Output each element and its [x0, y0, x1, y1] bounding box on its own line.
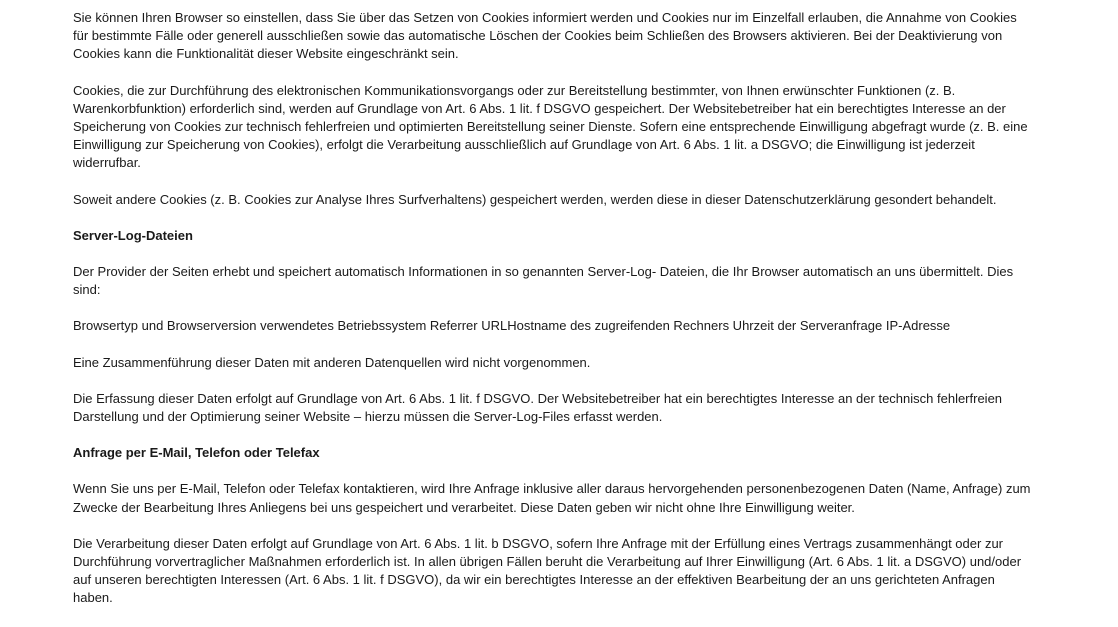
paragraph-no-merging: Eine Zusammenführung dieser Daten mit anderen Datenquellen wird nicht vorgenommen. [73, 354, 591, 370]
document-page [73, 9, 1033, 626]
paragraph-contact-processing: Wenn Sie uns per E-Mail, Telefon oder Telefax kontaktieren, wird Ihre Anfrage inklusive aller daraus hervorgehenden personenbezogenen Daten (Name, Anfrage) zum Zwecke der Bearbeitung Ihres Anliegens bei uns gespeichert und verarbeitet. Diese Daten geben wir nicht ohne Ihre Einwilligung weiter. [73, 481, 1031, 515]
paragraph-server-log-intro: Der Provider der Seiten erhebt und speichert automatisch Informationen in so genannten Server-Log- Dateien, die Ihr Browser automatisch an uns übermittelt. Dies sind: [73, 264, 1014, 298]
paragraph-cookie-settings: Sie können Ihren Browser so einstellen, dass Sie über das Setzen von Cookies informiert werden und Cookies nur im Einzelfall erlauben, die Annahme von Cookies für bestimmte Fälle oder generell ausschließen sowie das automatische Löschen der Cookies beim Schließen des Browsers aktivieren. Bei der Deaktivierung von Cookies kann die Funktionalität dieser Website eingeschränkt sein. [73, 10, 1017, 62]
paragraph-other-cookies: Soweit andere Cookies (z. B. Cookies zur Analyse Ihres Surfverhaltens) gespeichert werden, werden diese in dieser Datenschutzerklärung gesondert behandelt. [73, 191, 997, 207]
paragraph-server-log-legal-basis: Die Erfassung dieser Daten erfolgt auf Grundlage von Art. 6 Abs. 1 lit. f DSGVO. Der Websitebetreiber hat ein berechtigtes Interesse an der technisch fehlerfreien Darstellung und der Optimierung seiner Website – hierzu müssen die Server-Log-Files erfasst werden. [73, 390, 1003, 425]
heading-server-log-files: Server-Log-Dateien [73, 227, 193, 243]
paragraph-server-log-list: Browsertyp und Browserversion verwendetes Betriebssystem Referrer URLHostname des zugreifenden Rechners Uhrzeit der Serveranfrage IP-Adresse [73, 318, 951, 334]
heading-contact-requests: Anfrage per E-Mail, Telefon oder Telefax [73, 445, 320, 461]
paragraph-contact-legal-basis: Die Verarbeitung dieser Daten erfolgt auf Grundlage von Art. 6 Abs. 1 lit. b DSGVO, sofern Ihre Anfrage mit der Erfüllung eines Vertrags zusammenhängt oder zur Durchführung vorvertraglicher Maßnahmen erforderlich ist. In allen übrigen Fällen beruht die Verarbeitung auf Ihrer Einwilligung (Art. 6 Abs. 1 lit. a DSGVO) und/oder auf unseren berechtigten Interessen (Art. 6 Abs. 1 lit. f DSGVO), da wir ein berechtigtes Interesse an der effektiven Bearbeitung der an uns gerichteten Anfragen haben. [73, 535, 1022, 606]
paragraph-cookie-legal-basis: Cookies, die zur Durchführung des elektronischen Kommunikationsvorgangs oder zur Bereitstellung bestimmter, von Ihnen erwünschter Funktionen (z. B. Warenkorbfunktion) erforderlich sind, werden auf Grundlage von Art. 6 Abs. 1 lit. f DSGVO gespeichert. Der Websitebetreiber hat ein berechtigtes Interesse an der Speicherung von Cookies zur technisch fehlerfreien und optimierten Bereitstellung seiner Dienste. Sofern eine entsprechende Einwilligung abgefragt wurde (z. B. eine Einwilligung zur Speicherung von Cookies), erfolgt die Verarbeitung ausschließlich auf Grundlage von Art. 6 Abs. 1 lit. a DSGVO; die Einwilligung ist jederzeit widerrufbar. [73, 82, 1028, 171]
